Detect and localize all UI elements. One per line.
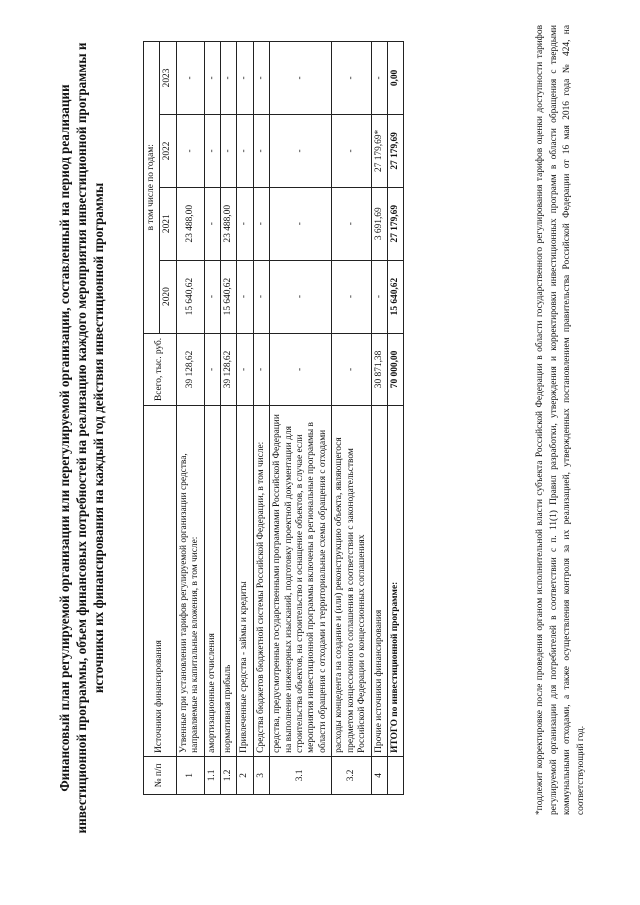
row-source: Утвенные при установлении тарифов регулируемой организации средства, направляемые на капитальные вложения, в том числе: bbox=[176, 406, 204, 756]
header-total: Всего, тыс. руб. bbox=[144, 333, 177, 406]
row-2021: - bbox=[237, 187, 253, 260]
row-2020: - bbox=[332, 260, 371, 333]
row-2023: 0,00 bbox=[387, 42, 403, 115]
row-2022: - bbox=[332, 114, 371, 187]
header-num: № п/п bbox=[144, 756, 177, 794]
row-source: ИТОГО по инвестиционной программе: bbox=[387, 406, 403, 756]
table-row bbox=[221, 42, 237, 795]
row-source: расходы концедента на создание и (или) реконструкцию объекта, являющегося предметом концессионного соглашения в соответствии с законодательством Российской Федерации о концессионных соглашениях bbox=[332, 406, 371, 756]
row-2022: - bbox=[270, 114, 332, 187]
row-num: 1 bbox=[176, 756, 204, 794]
header-source: Источники финансирования bbox=[144, 406, 177, 756]
row-2023: - bbox=[176, 42, 204, 115]
row-source: средства, предусмотренные государственными программами Российской Федерации на выполнение инженерных изысканий, подготовку проектной документации для строительства объектов, на строительство и оснащение объектов, в случае если мероприятия инвестиционной программы включены в региональные программы в области обращения с отходами и территориальные схемы обращения с отходами bbox=[270, 406, 332, 756]
row-2022: 27 179,69* bbox=[371, 114, 387, 187]
row-2022: 27 179,69 bbox=[387, 114, 403, 187]
row-2023: - bbox=[221, 42, 237, 115]
row-num: 3 bbox=[253, 756, 269, 794]
table-row bbox=[270, 42, 332, 795]
row-num: 2 bbox=[237, 756, 253, 794]
row-source: Привлеченные средства - займы и кредиты bbox=[237, 406, 253, 756]
row-2021: - bbox=[332, 187, 371, 260]
row-total: 39 128,62 bbox=[176, 333, 204, 406]
row-total: - bbox=[270, 333, 332, 406]
row-2020: 15 640,62 bbox=[176, 260, 204, 333]
row-2020: 15 640,62 bbox=[387, 260, 403, 333]
row-2020: - bbox=[371, 260, 387, 333]
header-year-2022: 2022 bbox=[160, 114, 176, 187]
header-by-year: в том числе по годам: bbox=[144, 42, 160, 334]
document-title: Финансовый план регулируемой организации или перегулируемой организации, составленный на период реализации инвестиционной программы, объем финансовых потребностей на реализацию каждого мероприятия инвестиционной программы и источники их финансирования на каждый год действия инвестиционной программы bbox=[57, 42, 106, 834]
header-year-2020: 2020 bbox=[160, 260, 176, 333]
row-2021: 3 691,69 bbox=[371, 187, 387, 260]
row-2022: - bbox=[253, 114, 269, 187]
table-row bbox=[332, 42, 371, 795]
row-total: - bbox=[237, 333, 253, 406]
row-2020: - bbox=[270, 260, 332, 333]
table-row bbox=[237, 42, 253, 795]
table-row bbox=[204, 42, 220, 795]
row-total: 30 871,38 bbox=[371, 333, 387, 406]
row-num bbox=[387, 756, 403, 794]
row-2020: 15 640,62 bbox=[221, 260, 237, 333]
row-source: Прочие источники финансирования bbox=[371, 406, 387, 756]
row-2022: - bbox=[221, 114, 237, 187]
row-2020: - bbox=[253, 260, 269, 333]
row-num: 1.1 bbox=[204, 756, 220, 794]
row-2023: - bbox=[371, 42, 387, 115]
row-total: - bbox=[253, 333, 269, 406]
row-2021: - bbox=[253, 187, 269, 260]
row-2022: - bbox=[204, 114, 220, 187]
row-2020: - bbox=[204, 260, 220, 333]
table-row bbox=[371, 42, 387, 795]
row-2021: - bbox=[204, 187, 220, 260]
row-2023: - bbox=[270, 42, 332, 115]
row-num: 4 bbox=[371, 756, 387, 794]
row-source: амортизационные отчисления bbox=[204, 406, 220, 756]
row-2020: - bbox=[237, 260, 253, 333]
financing-table bbox=[143, 41, 404, 795]
row-total: - bbox=[204, 333, 220, 406]
row-2022: - bbox=[237, 114, 253, 187]
row-num: 3.2 bbox=[332, 756, 371, 794]
row-2022: - bbox=[176, 114, 204, 187]
table-row bbox=[253, 42, 269, 795]
row-2023: - bbox=[237, 42, 253, 115]
row-2021: 23 488,00 bbox=[221, 187, 237, 260]
row-source: нормативная прибыль bbox=[221, 406, 237, 756]
row-2023: - bbox=[204, 42, 220, 115]
header-year-2023: 2023 bbox=[160, 42, 176, 115]
row-2023: - bbox=[332, 42, 371, 115]
row-num: 3.1 bbox=[270, 756, 332, 794]
row-total: 39 128,62 bbox=[221, 333, 237, 406]
footnote: *подлежит корректировке после проведения органом исполнительной власти субъекта Российской Федерации в области государственного регулирования тарифов оценки доступности тарифов регулируемой организации для потребителей в соответствии с п. 11(1) Правил разработки, утверждения и корректировки инвестиционных программ в области обращения с твердыми коммунальными отходами, а также осуществления контроля за их реализацией, утвержденных постановлением правительства Российской Федерации от 16 мая 2016 года № 424, на соответствующий год. bbox=[535, 25, 586, 815]
row-total: 70 000,00 bbox=[387, 333, 403, 406]
row-2023: - bbox=[253, 42, 269, 115]
row-total: - bbox=[332, 333, 371, 406]
row-2021: - bbox=[270, 187, 332, 260]
table-row bbox=[176, 42, 204, 795]
row-source: Средства бюджетов бюджетной системы Российской Федерации, в том числе: bbox=[253, 406, 269, 756]
row-2021: 23 488,00 bbox=[176, 187, 204, 260]
row-2021: 27 179,69 bbox=[387, 187, 403, 260]
header-year-2021: 2021 bbox=[160, 187, 176, 260]
row-num: 1.2 bbox=[221, 756, 237, 794]
table-row-total bbox=[387, 42, 403, 795]
